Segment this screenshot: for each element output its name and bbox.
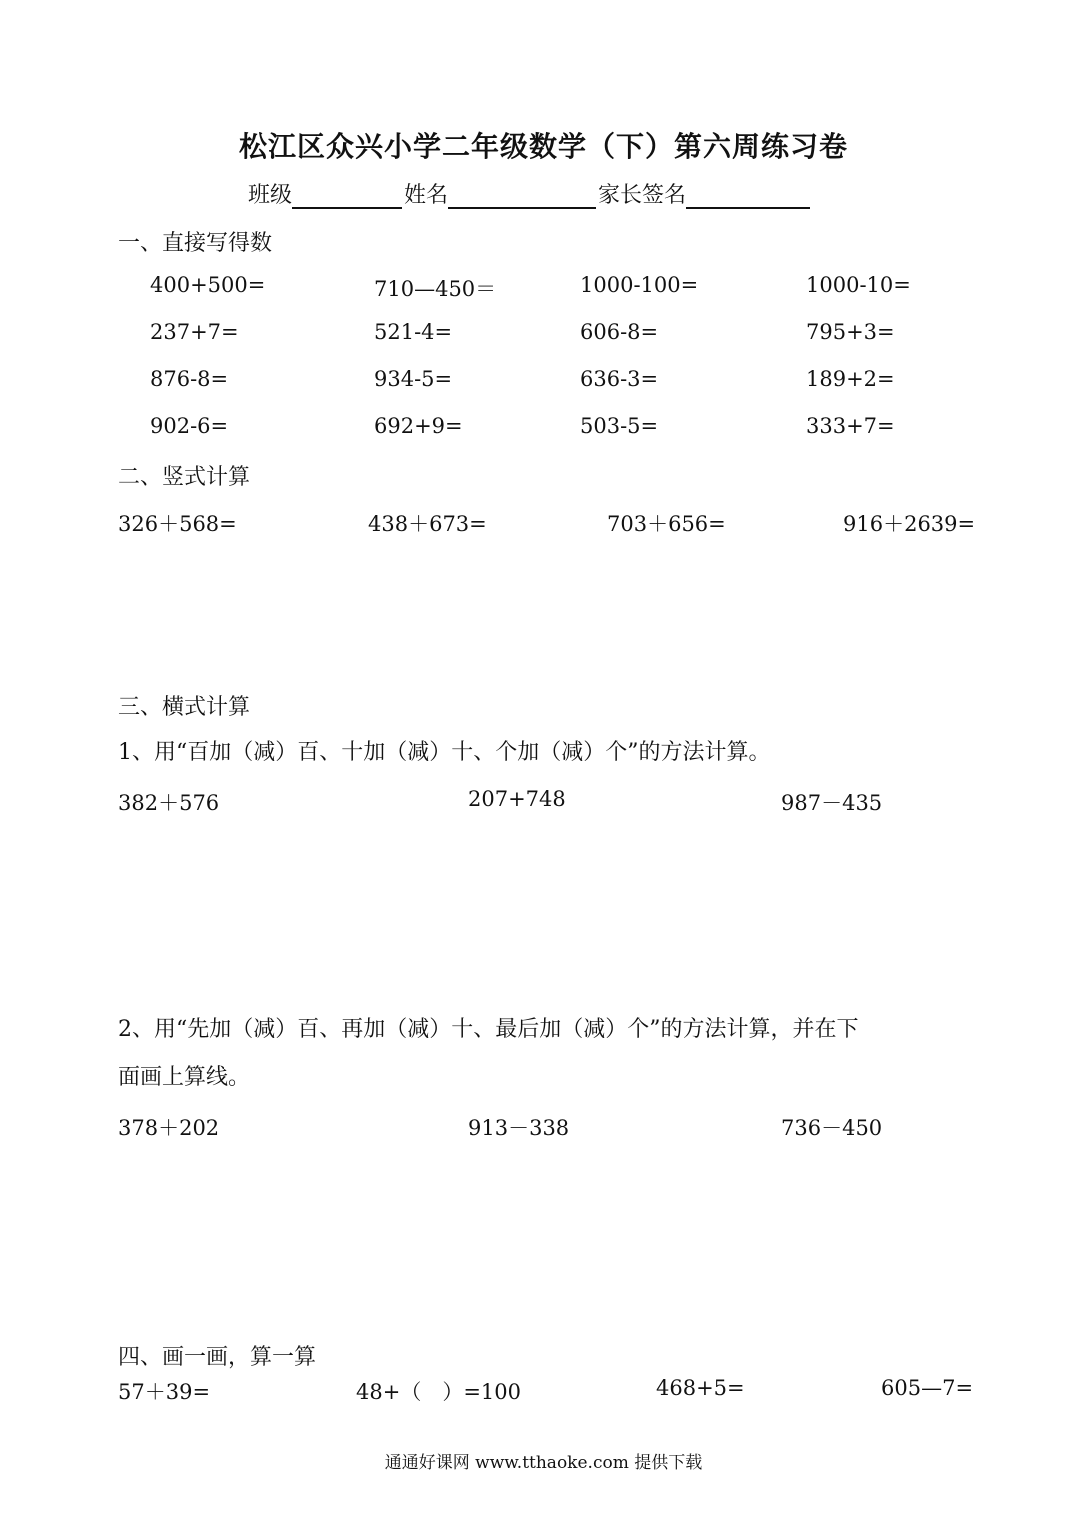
problem: 1000-10= — [806, 273, 911, 297]
problem: 795+3= — [806, 320, 895, 344]
problem: 189+2= — [806, 367, 895, 391]
horizontal-problem: 913－338 — [468, 1116, 570, 1140]
draw-calc-problem: 57＋39= — [118, 1380, 211, 1404]
problem: 876-8= — [150, 367, 229, 391]
problem: 237+7= — [150, 320, 239, 344]
problem: 400+500= — [150, 273, 266, 297]
problem: 606-8= — [580, 320, 659, 344]
section3-part2-instruction-line2: 面画上算线。 — [118, 1065, 251, 1090]
problem: 333+7= — [806, 414, 895, 438]
section4-heading: 四、画一画，算一算 — [118, 1345, 317, 1370]
horizontal-problem: 382＋576 — [118, 791, 220, 815]
problem: 902-6= — [150, 414, 229, 438]
vertical-problem: 326＋568= — [118, 512, 237, 536]
vertical-problem: 916＋2639= — [843, 512, 976, 536]
footer-credit: 通通好课网 www.tthaoke.com 提供下载 — [384, 1453, 703, 1473]
section1-heading: 一、直接写得数 — [118, 231, 273, 256]
draw-calc-problem: 468+5= — [656, 1376, 745, 1400]
class-label: 班级 — [248, 183, 293, 208]
draw-calc-problem: 605—7= — [881, 1376, 974, 1400]
horizontal-problem: 378＋202 — [118, 1116, 220, 1140]
problem: 710—450＝ — [374, 277, 497, 301]
parent-signature-blank[interactable] — [686, 185, 810, 209]
name-label: 姓名 — [404, 183, 449, 208]
problem: 636-3= — [580, 367, 659, 391]
horizontal-problem: 987－435 — [781, 791, 883, 815]
problem: 1000-100= — [580, 273, 699, 297]
vertical-problem: 438＋673= — [368, 512, 487, 536]
problem: 692+9= — [374, 414, 463, 438]
draw-calc-problem: 48+（ ）=100 — [356, 1380, 521, 1404]
class-blank[interactable] — [292, 185, 402, 209]
page-title: 松江区众兴小学二年级数学（下）第六周练习卷 — [238, 130, 848, 163]
horizontal-problem: 207+748 — [468, 787, 566, 811]
section3-part2-instruction-line1: 2、用“先加（减）百、再加（减）十、最后加（减）个”的方法计算，并在下 — [118, 1017, 859, 1042]
problem: 934-5= — [374, 367, 453, 391]
problem: 503-5= — [580, 414, 659, 438]
horizontal-problem: 736－450 — [781, 1116, 883, 1140]
section3-part1-instruction: 1、用“百加（减）百、十加（减）十、个加（减）个”的方法计算。 — [118, 740, 771, 765]
problem: 521-4= — [374, 320, 453, 344]
name-blank[interactable] — [448, 185, 596, 209]
parent-signature-label: 家长签名 — [598, 183, 687, 208]
vertical-problem: 703＋656= — [607, 512, 726, 536]
section3-heading: 三、横式计算 — [118, 695, 251, 720]
student-info-row — [248, 178, 812, 209]
section2-heading: 二、竖式计算 — [118, 465, 251, 490]
